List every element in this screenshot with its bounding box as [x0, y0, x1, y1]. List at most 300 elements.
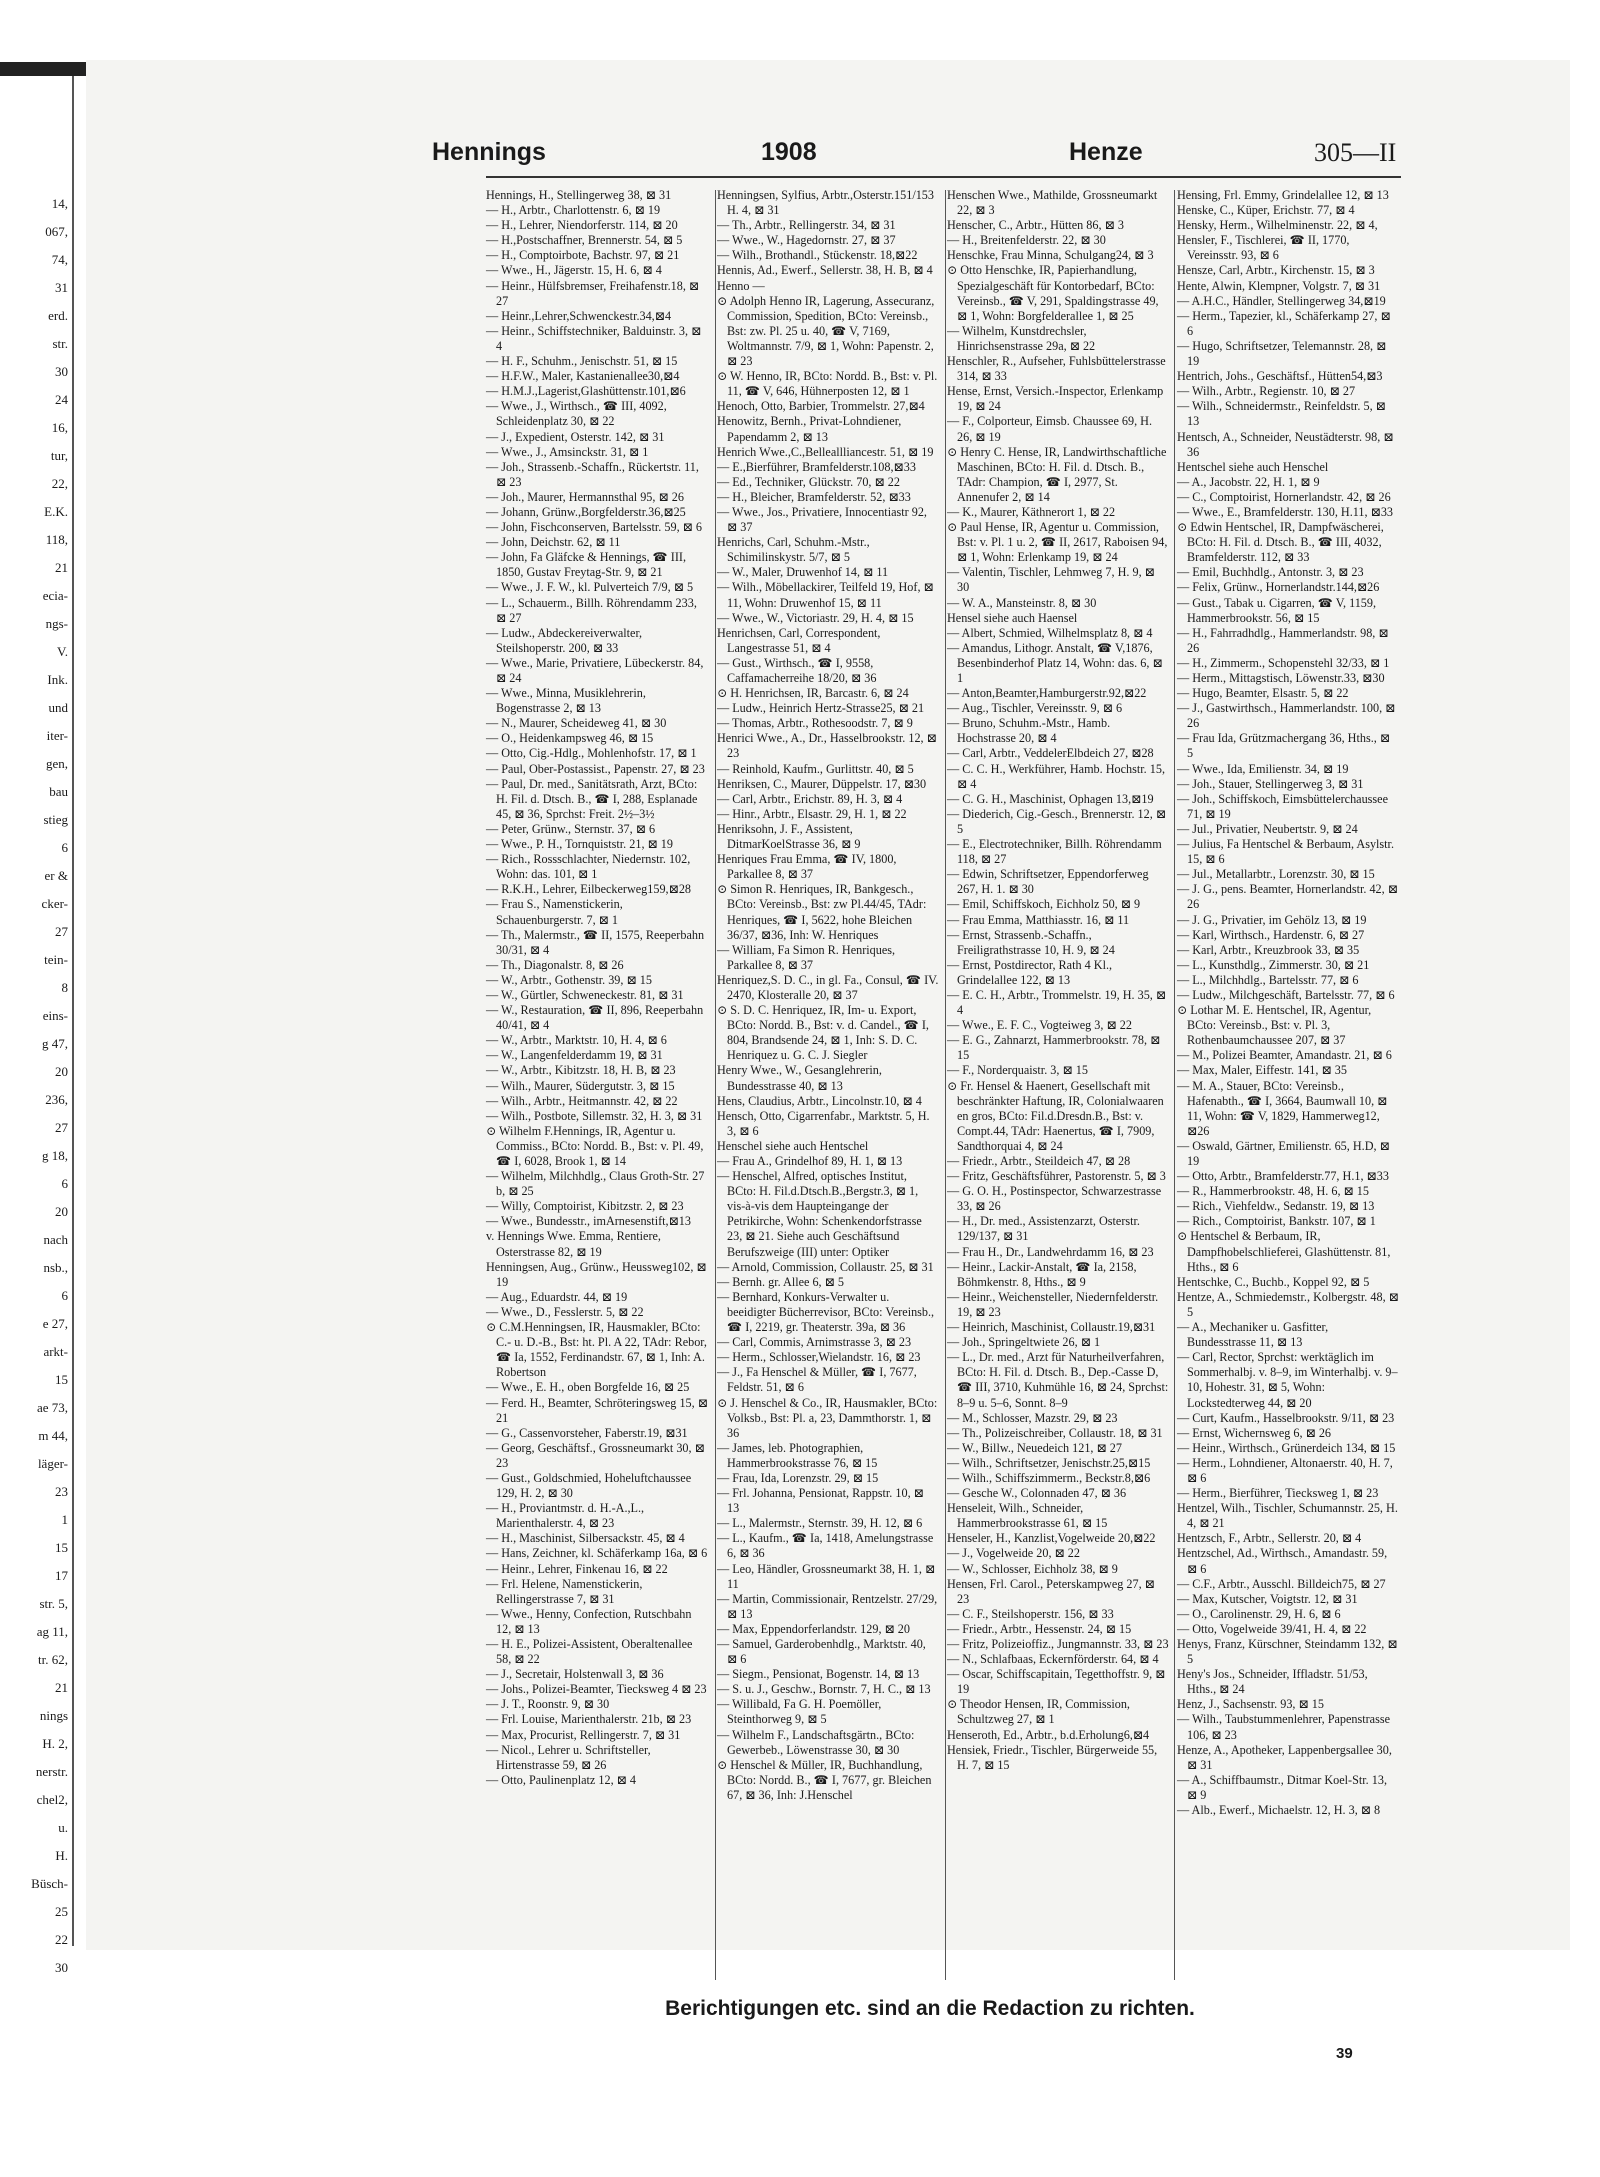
directory-entry: — Frau H., Dr., Landwehrdamm 16, ⊠ 23	[947, 1244, 1154, 1259]
directory-entry: — W., Maler, Druwenhof 14, ⊠ 11	[717, 565, 889, 580]
strip-fragment: 24	[55, 392, 68, 407]
directory-entry: — Wilh., Postbote, Sillemstr. 32, H. 3, ⊠ 31	[486, 1108, 703, 1123]
directory-entry: — H., Comptoirbote, Bachstr. 97, ⊠ 21	[486, 248, 680, 263]
directory-entry: — H., Arbtr., Charlottenstr. 6, ⊠ 19	[486, 203, 661, 218]
directory-entry: Henningsen, Aug., Grünw., Heussweg102, ⊠ 19	[486, 1259, 707, 1289]
directory-entry: — L., Kaufm., ☎ Ia, 1418, Amelungstrasse 6, ⊠ 36	[717, 1531, 934, 1561]
directory-entry: — Arnold, Commission, Collaustr. 25, ⊠ 31	[717, 1259, 934, 1274]
directory-entry: — F., Colporteur, Eimsb. Chaussee 69, H. 26, ⊠ 19	[947, 414, 1153, 444]
directory-entry: — W., Schlosser, Eichholz 38, ⊠ 9	[947, 1561, 1118, 1576]
strip-fragment: Ink.	[47, 672, 68, 687]
directory-entry: — J., Vogelweide 20, ⊠ 22	[947, 1546, 1080, 1561]
directory-entry: ⊙ Simon R. Henriques, IR, Bankgesch., BCto: Vereinsb., Bst: zw Pl.44/45, TAdr: Henriques, ☎ I, 5622, hohe Bleichen 36/37, ⊠36, Inh: W. Henriques	[717, 882, 927, 942]
directory-entry: Hensen, Frl. Carol., Peterskampweg 27, ⊠ 23	[947, 1576, 1155, 1606]
directory-entry: — H.,Postschaffner, Brennerstr. 54, ⊠ 5	[486, 233, 683, 248]
directory-entry: — E. G., Zahnarzt, Hammerbrookstr. 78, ⊠ 15	[947, 1033, 1161, 1063]
directory-entry: ⊙ Edwin Hentschel, IR, Dampfwäscherei, BCto: H. Fil. d. Dtsch. B., ☎ III, 4032, Bramfelderstr. 112, ⊠ 33	[1177, 520, 1384, 565]
strip-fragment: str. 5,	[39, 1596, 68, 1611]
strip-fragment: nsb.,	[43, 1260, 68, 1275]
directory-entry: — Heinr.,Lehrer,Schwenckestr.34,⊠4	[486, 308, 672, 323]
directory-entry: ⊙ Lothar M. E. Hentschel, IR, Agentur, BCto: Vereinsb., Bst: v. Pl. 3, Rothenbaumchaussee 207, ⊠ 37	[1177, 1003, 1372, 1048]
header-left-word: Hennings	[432, 138, 546, 166]
directory-entry: — Jul., Metallarbtr., Lorenzstr. 30, ⊠ 15	[1177, 867, 1375, 882]
directory-entry: — Valentin, Tischler, Lehmweg 7, H. 9, ⊠ 30	[947, 565, 1155, 595]
strip-fragment: er &	[44, 868, 68, 883]
directory-entry: ⊙ Hentschel & Berbaum, IR, Dampfhobelschlieferei, Glashüttenstr. 81, Hths., ⊠ 6	[1177, 1229, 1391, 1274]
directory-entry: — Paul, Dr. med., Sanitätsrath, Arzt, BCto: H. Fil. d. Dtsch. B., ☎ I, 288, Esplanade 45, ⊠ 36, Sprchst: Freit. 2½–3½	[486, 776, 698, 821]
directory-entry: — E., Electrotechniker, Billh. Röhrendamm 118, ⊠ 27	[947, 837, 1162, 867]
strip-fragment: 30	[55, 1960, 68, 1975]
directory-entry: — Wwe., Henny, Confection, Rutschbahn 12, ⊠ 13	[486, 1606, 692, 1636]
directory-entry: — Ludw., Abdeckereiverwalter, Steilshoperstr. 200, ⊠ 33	[486, 625, 643, 655]
directory-entry: — Aug., Tischler, Vereinsstr. 9, ⊠ 6	[947, 701, 1123, 716]
directory-entry: Henno —	[717, 278, 765, 293]
directory-entry: — W., Langenfelderdamm 19, ⊠ 31	[486, 1048, 663, 1063]
header-rule	[486, 176, 1401, 178]
directory-entry: — Emil, Buchhdlg., Antonstr. 3, ⊠ 23	[1177, 565, 1364, 580]
strip-fragment: 27	[55, 924, 68, 939]
directory-entry: ⊙ Fr. Hensel & Haenert, Gesellschaft mit beschränkter Haftung, IR, Colonialwaaren en gros, BCto: Fil.d.Dresdn.B., Bst: v. Compt.44, TAdr: Haenertus, ☎ I, 7909, Sandthorquai 4, ⊠ 24	[947, 1078, 1164, 1153]
directory-entry: — G., Cassenvorsteher, Faberstr.19, ⊠31	[486, 1425, 688, 1440]
directory-entry: — Otto, Cig.-Hdlg., Mohlenhofstr. 17, ⊠ 1	[486, 746, 697, 761]
directory-entry: Hensze, Carl, Arbtr., Kirchenstr. 15, ⊠ 3	[1177, 263, 1375, 278]
directory-entry: — Th., Diagonalstr. 8, ⊠ 26	[486, 957, 624, 972]
strip-fragment: 15	[55, 1540, 68, 1555]
directory-entry: Henschen Wwe., Mathilde, Grossneumarkt 22, ⊠ 3	[947, 188, 1158, 218]
directory-entry: Henowitz, Bernh., Privat-Lohndiener, Papendamm 2, ⊠ 13	[717, 414, 902, 444]
directory-entry: — Wilh., Schriftsetzer, Jenischstr.25,⊠15	[947, 1455, 1151, 1470]
directory-entry: Henriksen, C., Maurer, Düppelstr. 17, ⊠30	[717, 776, 927, 791]
directory-entry: — H., Lehrer, Niendorferstr. 114, ⊠ 20	[486, 218, 678, 233]
directory-entry: — J., Fa Henschel & Müller, ☎ I, 7677, Feldstr. 51, ⊠ 6	[717, 1365, 917, 1395]
strip-fragment: stieg	[43, 812, 68, 827]
directory-entry: — Heinrich, Maschinist, Collaustr.19,⊠31	[947, 1320, 1156, 1335]
directory-entry: — Wwe., E. H., oben Borgfelde 16, ⊠ 25	[486, 1380, 690, 1395]
directory-entry: — M. A., Stauer, BCto: Vereinsb., Hafenabth., ☎ I, 3664, Baumwall 10, ⊠ 11, Wohn: ☎ V, 1829, Hammerweg12, ⊠26	[1177, 1078, 1388, 1138]
directory-entry: — Heinr., Schiffstechniker, Balduinstr. 3, ⊠ 4	[486, 323, 702, 353]
column-3	[947, 188, 1169, 1983]
directory-entry: — Wwe., W., Hagedornstr. 27, ⊠ 37	[717, 233, 896, 248]
directory-entry: — Hinr., Arbtr., Elsastr. 29, H. 1, ⊠ 22	[717, 806, 907, 821]
strip-fragment: 20	[55, 1064, 68, 1079]
directory-entry: — Herm., Schlosser,Wielandstr. 16, ⊠ 23	[717, 1350, 921, 1365]
directory-entry: — Albert, Schmied, Wilhelmsplatz 8, ⊠ 4	[947, 625, 1153, 640]
strip-fragment: 1	[61, 1512, 68, 1527]
strip-fragment: g 18,	[42, 1148, 68, 1163]
directory-entry: — Wwe., Jos., Privatiere, Innocentiastr 92, ⊠ 37	[717, 504, 927, 535]
directory-entry: — Diederich, Cig.-Gesch., Brennerstr. 12, ⊠ 5	[947, 806, 1167, 836]
directory-entry: — Wwe., E. F. C., Vogteiweg 3, ⊠ 22	[947, 1018, 1132, 1033]
strip-fragment: 14,	[51, 196, 68, 211]
directory-entry: — James, leb. Photographien, Hammerbrookstrasse 76, ⊠ 15	[717, 1440, 878, 1470]
directory-entry: — Thomas, Arbtr., Rothesoodstr. 7, ⊠ 9	[717, 716, 913, 731]
strip-fragment: 067,	[45, 224, 68, 239]
directory-entry: — Ludw., Heinrich Hertz-Strasse25, ⊠ 21	[717, 701, 925, 716]
directory-entry: — Wwe., Marie, Privatiere, Lübeckerstr. 84, ⊠ 24	[486, 655, 704, 685]
directory-entry: — Wilhelm F., Landschaftsgärtn., BCto: Gewerbeb., Löwenstrasse 30, ⊠ 30	[717, 1727, 915, 1757]
directory-entry: — Gust., Tabak u. Cigarren, ☎ V, 1159, Hammerbrookstr. 56, ⊠ 15	[1177, 595, 1377, 625]
directory-entry: — Wilhelm, Kunstdrechsler, Hinrichsenstrasse 29a, ⊠ 22	[947, 323, 1096, 353]
directory-entry: Henseleit, Wilh., Schneider, Hammerbrookstrasse 61, ⊠ 15	[947, 1501, 1108, 1531]
directory-entry: — Otto, Paulinenplatz 12, ⊠ 4	[486, 1772, 637, 1787]
directory-entry: — Th., Malermstr., ☎ II, 1575, Reeperbahn 30/31, ⊠ 4	[486, 927, 705, 957]
directory-entry: Hensel siehe auch Haensel	[947, 610, 1078, 625]
directory-entry: — F., Norderquaistr. 3, ⊠ 15	[947, 1063, 1088, 1078]
directory-entry: — Otto, Arbtr., Bramfelderstr.77, H.1, ⊠33	[1177, 1169, 1389, 1184]
directory-entry: — Wilhelm, Milchhdlg., Claus Groth-Str. 27 b, ⊠ 25	[486, 1169, 705, 1199]
directory-entry: — Wwe., H., Jägerstr. 15, H. 6, ⊠ 4	[486, 263, 662, 278]
strip-fragment: arkt-	[43, 1344, 68, 1359]
directory-entry: — Wwe., J., Wirthsch., ☎ III, 4092, Schleidenplatz 30, ⊠ 22	[486, 399, 667, 429]
directory-entry: — Gesche W., Colonnaden 47, ⊠ 36	[947, 1486, 1127, 1501]
directory-entry: — J. G., Privatier, im Gehölz 13, ⊠ 19	[1177, 912, 1367, 927]
strip-fragment: eins-	[42, 1008, 68, 1023]
directory-entry: Henschler, R., Aufseher, Fuhlsbüttelerstrasse 314, ⊠ 33	[947, 354, 1166, 384]
directory-entry: — Reinhold, Kaufm., Gurlittstr. 40, ⊠ 5	[717, 761, 914, 776]
strip-fragment: 23	[55, 1484, 68, 1499]
strip-fragment: 236,	[45, 1092, 68, 1107]
strip-fragment: H. 2,	[42, 1736, 68, 1751]
directory-entry: Henrici Wwe., A., Dr., Hasselbrookstr. 12, ⊠ 23	[717, 731, 937, 761]
directory-entry: Henze, A., Apotheker, Lappenbergsallee 30, ⊠ 31	[1177, 1742, 1392, 1772]
directory-entry: Henrich Wwe.,C.,Belleallliancestr. 51, ⊠ 19	[717, 444, 934, 459]
column-2	[717, 188, 939, 1983]
strip-fragment: 8	[61, 980, 68, 995]
directory-entry: — Curt, Kaufm., Hasselbrookstr. 9/11, ⊠ 23	[1177, 1410, 1395, 1425]
strip-fragment: 15	[55, 1372, 68, 1387]
strip-fragment: u.	[58, 1820, 68, 1835]
directory-entry: — Frl. Helene, Namenstickerin, Rellingerstrasse 7, ⊠ 31	[486, 1576, 643, 1606]
directory-entry: — H., Maschinist, Silbersackstr. 45, ⊠ 4	[486, 1531, 685, 1546]
strip-fragment: H.	[55, 1848, 68, 1863]
directory-entry: — W., Gürtler, Schweneckestr. 81, ⊠ 31	[486, 987, 684, 1002]
directory-entry: — L., Schauerm., Billh. Röhrendamm 233, ⊠ 27	[486, 595, 697, 625]
strip-fragment: 27	[55, 1120, 68, 1135]
strip-fragment: 74,	[51, 252, 68, 267]
directory-entry: Hennings, H., Stellingerweg 38, ⊠ 31	[486, 188, 672, 202]
directory-entry: — Frau A., Grindelhof 89, H. 1, ⊠ 13	[717, 1154, 903, 1168]
directory-entry: — Hans, Zeichner, kl. Schäferkamp 16a, ⊠ 6	[486, 1546, 708, 1561]
directory-entry: Hentrich, Johs., Geschäftsf., Hütten54,⊠3	[1177, 369, 1383, 384]
strip-fragment: gen,	[45, 756, 68, 771]
directory-entry: Hentzel, Wilh., Tischler, Schumannstr. 25, H. 4, ⊠ 21	[1177, 1501, 1398, 1531]
directory-entry: — H., Dr. med., Assistenzarzt, Osterstr. 129/137, ⊠ 31	[947, 1214, 1140, 1244]
directory-entry: — H., Breitenfelderstr. 22, ⊠ 30	[947, 233, 1106, 248]
directory-entry: — Otto, Vogelweide 39/41, H. 4, ⊠ 22	[1177, 1621, 1367, 1636]
directory-entry: Henseroth, Ed., Arbtr., b.d.Erholung6,⊠4	[947, 1727, 1150, 1742]
directory-entry: — Emil, Schiffskoch, Eichholz 50, ⊠ 9	[947, 897, 1141, 912]
column-4	[1177, 188, 1399, 1983]
header-year: 1908	[761, 138, 817, 166]
directory-entry: — Bernhard, Konkurs-Verwalter u. beeidigter Bücherrevisor, BCto: Vereinsb., ☎ I, 2219, gr. Theaterstr. 39a, ⊠ 36	[717, 1289, 935, 1335]
directory-entry: — Heinr., Wirthsch., Grünerdeich 134, ⊠ 15	[1177, 1440, 1396, 1455]
directory-entry: — Wwe., Bundesstr., imArnesenstift,⊠13	[486, 1214, 691, 1229]
strip-fragment: tein-	[44, 952, 68, 967]
directory-entry: v. Hennings Wwe. Emma, Rentiere, Osterstrasse 82, ⊠ 19	[486, 1229, 661, 1259]
directory-entry: — John, Deichstr. 62, ⊠ 11	[486, 535, 621, 550]
directory-entry: Hentschke, C., Buchb., Koppel 92, ⊠ 5	[1177, 1274, 1370, 1289]
directory-entry: — W., Arbtr., Gothenstr. 39, ⊠ 15	[486, 972, 652, 987]
strip-fragment: chel2,	[36, 1792, 68, 1807]
strip-fragment: 16,	[51, 420, 68, 435]
directory-entry: — Rich., Viehfeldw., Sedanstr. 19, ⊠ 13	[1177, 1199, 1375, 1214]
strip-fragment: nings	[39, 1708, 68, 1723]
strip-fragment: E.K.	[44, 504, 68, 519]
directory-entry: — Peter, Grünw., Sternstr. 37, ⊠ 6	[486, 821, 656, 836]
directory-entry: — L., Malermstr., Sternstr. 39, H. 12, ⊠ 6	[717, 1516, 923, 1531]
directory-entry: Henningsen, Sylfius, Arbtr.,Osterstr.151/153 H. 4, ⊠ 31	[717, 188, 934, 218]
directory-entry: Hense, Ernst, Versich.-Inspector, Erlenkamp 19, ⊠ 24	[947, 384, 1164, 414]
page-number: 305—II	[1314, 138, 1397, 167]
directory-entry: — Joh., Schiffskoch, Eimsbüttelerchaussee 71, ⊠ 19	[1177, 791, 1388, 821]
directory-entry: — Wilh., Maurer, Südergutstr. 3, ⊠ 15	[486, 1078, 675, 1093]
strip-fragment: iter-	[46, 728, 68, 743]
strip-fragment: 21	[55, 560, 68, 575]
directory-entry: — Felix, Grünw., Hornerlandstr.144,⊠26	[1177, 580, 1380, 595]
directory-entry: — Max, Maler, Eiffestr. 141, ⊠ 35	[1177, 1063, 1347, 1078]
directory-entry: — William, Fa Simon R. Henriques, Parkallee 8, ⊠ 37	[717, 942, 896, 972]
directory-entry: — Hugo, Beamter, Elsastr. 5, ⊠ 22	[1177, 686, 1349, 701]
strip-fragment: tr. 62,	[38, 1652, 68, 1667]
directory-entry: — A., Jacobstr. 22, H. 1, ⊠ 9	[1177, 474, 1320, 489]
directory-entry: — Ernst, Wichernsweg 6, ⊠ 26	[1177, 1425, 1332, 1440]
directory-entry: — Friedr., Arbtr., Hessenstr. 24, ⊠ 15	[947, 1621, 1132, 1636]
directory-entry: — Heinr., Lehrer, Finkenau 16, ⊠ 22	[486, 1561, 668, 1576]
directory-entry: — Aug., Eduardstr. 44, ⊠ 19	[486, 1289, 628, 1304]
directory-entry: — Hugo, Schriftsetzer, Telemannstr. 28, ⊠ 19	[1177, 338, 1387, 369]
strip-fragment: nach	[43, 1232, 68, 1247]
directory-entry: Hennis, Ad., Ewerf., Sellerstr. 38, H. B, ⊠ 4	[717, 263, 933, 278]
directory-entry: — Ferd. H., Beamter, Schröteringsweg 15, ⊠ 21	[486, 1395, 708, 1425]
directory-entry: — Karl, Wirthsch., Hardenstr. 6, ⊠ 27	[1177, 927, 1365, 942]
directory-entry: — Wwe., J., Amsinckstr. 31, ⊠ 1	[486, 444, 649, 459]
directory-entry: — John, Fa Gläfcke & Hennings, ☎ III, 1850, Gustav Freytag-Str. 9, ⊠ 21	[486, 550, 686, 580]
strip-fragment: 20	[55, 1204, 68, 1219]
directory-entry: — Johann, Grünw.,Borgfelderstr.36,⊠25	[486, 504, 686, 519]
directory-entry: Henys, Franz, Kürschner, Steindamm 132, ⊠ 5	[1177, 1637, 1398, 1667]
directory-entry: — Johs., Polizei-Beamter, Tiecksweg 4 ⊠ 23	[486, 1682, 707, 1697]
directory-entry: — Alb., Ewerf., Michaelstr. 12, H. 3, ⊠ 8	[1177, 1803, 1381, 1818]
directory-entry: — John, Fischconserven, Bartelsstr. 59, ⊠ 6	[486, 520, 703, 535]
directory-entry: — Friedr., Arbtr., Steildeich 47, ⊠ 28	[947, 1154, 1131, 1168]
strip-fragment: 21	[55, 1680, 68, 1695]
directory-entry: — M., Polizei Beamter, Amandastr. 21, ⊠ 6	[1177, 1048, 1392, 1063]
directory-entry: ⊙ Henry C. Hense, IR, Landwirthschaftliche Maschinen, BCto: H. Fil. d. Dtsch. B., TAdr: Champion, ☎ I, 2977, St. Annenufer 2, ⊠ 14	[947, 444, 1167, 504]
directory-entry: Hente, Alwin, Klempner, Volgstr. 7, ⊠ 31	[1177, 278, 1381, 293]
directory-entry: — C. F., Steilshoperstr. 156, ⊠ 33	[947, 1606, 1114, 1621]
directory-entry: — Max, Eppendorferlandstr. 129, ⊠ 20	[717, 1621, 910, 1636]
directory-entry: — J., Gastwirthsch., Hammerlandstr. 100, ⊠ 26	[1177, 701, 1396, 731]
directory-entry: ⊙ S. D. C. Henriquez, IR, Im- u. Export, BCto: Nordd. B., Bst: v. d. Candel., ☎ I, 804, Brandsende 24, ⊠ 1, Inh: S. D. C. Henriquez u. G. C. J. Siegler	[717, 1003, 929, 1063]
directory-entry: — O., Heidenkampsweg 46, ⊠ 15	[486, 731, 654, 746]
strip-fragment: bau	[49, 784, 68, 799]
directory-entry: — A., Mechaniker u. Gasfitter, Bundesstrasse 11, ⊠ 13	[1177, 1320, 1329, 1350]
strip-fragment: tur,	[50, 448, 68, 463]
directory-entry: Henske, C., Küper, Erichstr. 77, ⊠ 4	[1177, 203, 1355, 218]
directory-entry: — A., Schiffbaumstr., Ditmar Koel-Str. 13, ⊠ 9	[1177, 1772, 1387, 1802]
directory-entry: — Oswald, Gärtner, Emilienstr. 65, H.D, ⊠ 19	[1177, 1138, 1390, 1168]
directory-entry: Heny's Jos., Schneider, Iffladstr. 51/53, Hths., ⊠ 24	[1177, 1667, 1368, 1697]
directory-entry: — Samuel, Garderobenhdlg., Marktstr. 40, ⊠ 6	[717, 1637, 926, 1667]
directory-entry: — H. E., Polizei-Assistent, Oberaltenallee 58, ⊠ 22	[486, 1637, 693, 1667]
directory-entry: — L., Dr. med., Arzt für Naturheilverfahren, BCto: H. Fil. d. Dtsch. B., Dep.-Casse D, ☎ III, 3710, Kuhmühle 16, ⊠ 24, Sprchst: 8–9 u. 5–6, Sonnt. 8–9	[947, 1350, 1169, 1410]
directory-entry: — Oscar, Schiffscapitain, Tegetthoffstr. 9, ⊠ 19	[947, 1667, 1166, 1697]
strip-fragment: ae 73,	[36, 1400, 68, 1415]
directory-entry: — Frau Ida, Grützmachergang 36, Hths., ⊠ 5	[1177, 731, 1391, 761]
directory-entry: — Wilh., Taubstummenlehrer, Papenstrasse 106, ⊠ 23	[1177, 1712, 1390, 1742]
page-header	[86, 132, 1401, 172]
directory-entry: — Joh., Maurer, Hermannsthal 95, ⊠ 26	[486, 489, 684, 504]
directory-entry: — Frau Emma, Matthiasstr. 16, ⊠ 11	[947, 912, 1130, 927]
directory-entry: — Herm., Mittagstisch, Löwenstr.33, ⊠30	[1177, 671, 1385, 685]
directory-entry: Hens, Claudius, Arbtr., Lincolnstr.10, ⊠ 4	[717, 1093, 922, 1108]
directory-entry: — Siegm., Pensionat, Bogenstr. 14, ⊠ 13	[717, 1667, 920, 1682]
directory-entry: — Carl, Arbtr., Erichstr. 89, H. 3, ⊠ 4	[717, 791, 903, 806]
directory-entry: — N., Schlafbaas, Eckernförderstr. 64, ⊠ 4	[947, 1652, 1159, 1667]
directory-entry: — Ludw., Milchgeschäft, Bartelsstr. 77, ⊠ 6	[1177, 987, 1395, 1002]
directory-entry: Henriksohn, J. F., Assistent, DitmarKoelStrasse 36, ⊠ 9	[717, 821, 861, 852]
directory-entry: — Wwe., W., Victoriastr. 29, H. 4, ⊠ 15	[717, 610, 914, 625]
directory-entry: Henriques Frau Emma, ☎ IV, 1800, Parkallee 8, ⊠ 37	[717, 852, 897, 882]
directory-entry: — Gust., Goldschmied, Hoheluftchaussee 129, H. 2, ⊠ 30	[486, 1470, 692, 1501]
directory-entry: ⊙ Theodor Hensen, IR, Commission, Schultzweg 27, ⊠ 1	[947, 1697, 1130, 1727]
strip-fragment: str.	[52, 336, 68, 351]
strip-fragment: erd.	[48, 308, 68, 323]
directory-entry: — Joh., Stauer, Stellingerweg 3, ⊠ 31	[1177, 776, 1364, 791]
directory-entry: Hentze, A., Schmiedemstr., Kolbergstr. 48, ⊠ 5	[1177, 1289, 1399, 1319]
directory-entry: — H., Zimmerm., Schopenstehl 32/33, ⊠ 1	[1177, 655, 1390, 670]
directory-entry: Henriquez,S. D. C., in gl. Fa., Consul, ☎ IV. 2470, Klosteralle 20, ⊠ 37	[717, 972, 939, 1002]
directory-entry: ⊙ W. Henno, IR, BCto: Nordd. B., Bst: v. Pl. 11, ☎ V, 646, Hühnerposten 12, ⊠ 1	[717, 369, 938, 399]
directory-entry: — Bruno, Schuhm.-Mstr., Hamb. Hochstrasse 20, ⊠ 4	[947, 716, 1111, 746]
directory-entry: ⊙ Wilhelm F.Hennings, IR, Agentur u. Commiss., BCto: Nordd. B., Bst: v. Pl. 49, ☎ I, 6028, Brook 1, ⊠ 14	[486, 1123, 704, 1168]
directory-entry: — Carl, Rector, Sprchst: werktäglich im Sommerhalbj. v. 8–9, im Winterhalbj. v. 9–10, Hohestr. 31, ⊠ 5, Wohn: Lockstedterweg 44, ⊠ 20	[1177, 1350, 1398, 1410]
directory-entry: — Willibald, Fa G. H. Poemöller, Steinthorweg 9, ⊠ 5	[717, 1697, 882, 1727]
directory-entry: — Martin, Commissionair, Rentzelstr. 27/29, ⊠ 13	[717, 1591, 938, 1621]
strip-fragment: 6	[61, 840, 68, 855]
header-right-word: Henze	[1069, 138, 1143, 166]
directory-entry: — Herm., Tapezier, kl., Schäferkamp 27, ⊠ 6	[1177, 308, 1391, 338]
directory-entry: — C., Comptoirist, Hornerlandstr. 42, ⊠ 26	[1177, 489, 1391, 504]
directory-entry: — Henschel, Alfred, optisches Institut, BCto: H. Fil.d.Dtsch.B.,Bergstr.3, ⊠ 1, vis-à-vis dem Haupteingange der Petrikirche, Wohn: Schenkendorfstrasse 23, ⊠ 21. Siehe auch Geschäftsund Berufszweige (III) unter: Optiker	[717, 1169, 922, 1259]
directory-entry: — Joh., Strassenb.-Schaffn., Rückertstr. 11, ⊠ 23	[486, 459, 699, 489]
directory-entry: — N., Maurer, Scheideweg 41, ⊠ 30	[486, 716, 667, 731]
directory-entry: — Joh., Springeltwiete 26, ⊠ 1	[947, 1335, 1101, 1350]
directory-entry: — Wwe., E., Bramfelderstr. 130, H.11, ⊠33	[1177, 504, 1394, 519]
strip-fragment: 6	[61, 1288, 68, 1303]
directory-entry: ⊙ Otto Henschke, IR, Papierhandlung, Spezialgeschäft für Kontorbedarf, BCto: Vereinsb., ☎ V, 291, Spaldingstrasse 49, ⊠ 1, Wohn: Borgfelderallee 1, ⊠ 25	[947, 263, 1159, 323]
directory-entry: — S. u. J., Geschw., Bornstr. 7, H. C., ⊠ 13	[717, 1682, 931, 1697]
directory-entry: — Leo, Händler, Grossneumarkt 38, H. 1, ⊠ 11	[717, 1561, 936, 1591]
directory-entry: — J., Expedient, Osterstr. 142, ⊠ 31	[486, 429, 665, 444]
directory-entry: — Rich., Comptoirist, Bankstr. 107, ⊠ 1	[1177, 1214, 1376, 1229]
directory-entry: — M., Schlosser, Mazstr. 29, ⊠ 23	[947, 1410, 1118, 1425]
directory-entry: Hensler, F., Tischlerei, ☎ II, 1770, Vereinsstr. 93, ⊠ 6	[1177, 233, 1350, 263]
directory-entry: — Wwe., P. H., Tornquiststr. 21, ⊠ 19	[486, 837, 673, 852]
directory-entry: — Paul, Ober-Postassist., Papenstr. 27, ⊠ 23	[486, 761, 705, 776]
sheet-number: 39	[1336, 2045, 1353, 2062]
directory-entry: — Ernst, Postdirector, Rath 4 Kl., Grindelallee 122, ⊠ 13	[947, 957, 1113, 987]
strip-fragment: 17	[55, 1568, 68, 1583]
directory-columns	[486, 188, 1401, 1983]
directory-entry: — E.,Bierführer, Bramfelderstr.108,⊠33	[717, 459, 916, 474]
directory-entry: — Ernst, Strassenb.-Schaffn., Freiligrathstrasse 10, H. 9, ⊠ 24	[947, 927, 1115, 957]
adjacent-page-strip	[0, 76, 74, 1975]
strip-fragment: V.	[57, 644, 68, 659]
directory-entry: ⊙ Paul Hense, IR, Agentur u. Commission, Bst: v. Pl. 1 u. 2, ☎ II, 2617, Raboisen 94, ⊠ 1, Wohn: Erlenkamp 19, ⊠ 24	[947, 520, 1168, 565]
directory-entry: Hentschel siehe auch Henschel	[1177, 459, 1329, 474]
directory-entry: — Wwe., D., Fesslerstr. 5, ⊠ 22	[486, 1304, 644, 1319]
directory-entry: Henry Wwe., W., Gesanglehrerin, Bundesstrasse 40, ⊠ 13	[717, 1063, 882, 1093]
strip-fragment: m 44,	[38, 1428, 68, 1443]
directory-entry: — W., Arbtr., Marktstr. 10, H. 4, ⊠ 6	[486, 1033, 667, 1048]
directory-entry: — Herm., Lohndiener, Altonaerstr. 40, H. 7, ⊠ 6	[1177, 1455, 1393, 1485]
directory-entry: — Edwin, Schriftsetzer, Eppendorferweg 267, H. 1. ⊠ 30	[947, 867, 1149, 897]
directory-entry: — H., Proviantmstr. d. H.-A.,L., Marienthalerstr. 4, ⊠ 23	[486, 1501, 645, 1531]
directory-entry: — A.H.C., Händler, Stellingerweg 34,⊠19	[1177, 293, 1386, 308]
directory-entry: — O., Carolinenstr. 29, H. 6, ⊠ 6	[1177, 1606, 1341, 1621]
directory-entry: Henseler, H., Kanzlist,Vogelweide 20,⊠22	[947, 1531, 1156, 1546]
directory-entry: — E. C. H., Arbtr., Trommelstr. 19, H. 35, ⊠ 4	[947, 987, 1167, 1018]
directory-entry: — Heinr., Lackir-Anstalt, ☎ Ia, 2158, Böhmkenstr. 8, Hths., ⊠ 9	[947, 1259, 1137, 1289]
directory-entry: ⊙ Adolph Henno IR, Lagerung, Assecuranz, Commission, Spedition, BCto: Vereinsb., Bst: zw. Pl. 25 u. 40, ☎ V, 7169, Woltmannstr. 7/9, ⊠ 1, Wohn: Papenstr. 2, ⊠ 23	[717, 293, 935, 369]
directory-entry: — Jul., Privatier, Neubertstr. 9, ⊠ 24	[1177, 821, 1358, 836]
strip-fragment: 25	[55, 1904, 68, 1919]
directory-entry: — Carl, Arbtr., VeddelerElbdeich 27, ⊠28	[947, 746, 1154, 761]
directory-entry: — H. F., Schuhm., Jenischstr. 51, ⊠ 15	[486, 354, 678, 369]
directory-entry: — C. C. H., Werkführer, Hamb. Hochstr. 15, ⊠ 4	[947, 761, 1165, 791]
directory-entry: — Max, Procurist, Rellingerstr. 7, ⊠ 31	[486, 1727, 681, 1742]
directory-entry: — Herm., Bierführer, Tiecksweg 1, ⊠ 23	[1177, 1486, 1379, 1501]
directory-entry: — Wilh., Brothandl., Stückenstr. 18,⊠22	[717, 248, 918, 263]
directory-entry: — J. T., Roonstr. 9, ⊠ 30	[486, 1697, 610, 1712]
footer-note: Berichtigungen etc. sind an die Redaction zu richten.	[665, 1997, 1195, 2020]
directory-entry: — Wilh., Schiffszimmerm., Beckstr.8,⊠6	[947, 1470, 1151, 1485]
directory-entry: — Karl, Arbtr., Kreuzbrook 33, ⊠ 35	[1177, 942, 1360, 957]
directory-entry: — Nicol., Lehrer u. Schriftsteller, Hirtenstrasse 59, ⊠ 26	[486, 1742, 651, 1772]
directory-entry: — C. G. H., Maschinist, Ophagen 13,⊠19	[947, 791, 1154, 806]
directory-entry: — Th., Polizeischreiber, Collaustr. 18, ⊠ 31	[947, 1425, 1163, 1440]
directory-entry: ⊙ H. Henrichsen, IR, Barcastr. 6, ⊠ 24	[717, 686, 909, 701]
strip-fragment: Büsch-	[31, 1876, 68, 1891]
directory-entry: Henz, J., Sachsenstr. 93, ⊠ 15	[1177, 1697, 1324, 1712]
directory-entry: ⊙ Henschel & Müller, IR, Buchhandlung, BCto: Nordd. B., ☎ I, 7677, gr. Bleichen 67, ⊠ 36, Inh: J.Henschel	[717, 1757, 932, 1802]
directory-entry: ⊙ J. Henschel & Co., IR, Hausmakler, BCto: Volksb., Bst: Pl. a, 23, Dammthorstr. 1, ⊠ 36	[717, 1395, 938, 1440]
directory-entry: — H., Fahrradhdlg., Hammerlandstr. 98, ⊠ 26	[1177, 625, 1389, 655]
directory-entry: — Carl, Commis, Arnimstrasse 3, ⊠ 23	[717, 1335, 912, 1350]
directory-entry: — Wilh., Schneidermstr., Reinfeldstr. 5, ⊠ 13	[1177, 399, 1386, 429]
directory-entry: Henrichsen, Carl, Correspondent, Langestrasse 51, ⊠ 4	[717, 625, 881, 655]
directory-entry: Henrichs, Carl, Schuhm.-Mstr., Schimilinskystr. 5/7, ⊠ 5	[717, 535, 870, 565]
directory-entry: — W., Restauration, ☎ II, 896, Reeperbahn 40/41, ⊠ 4	[486, 1003, 704, 1033]
directory-entry: — Frau S., Namenstickerin, Schauenburgerstr. 7, ⊠ 1	[486, 897, 623, 927]
directory-entry: — Frl. Louise, Marienthalerstr. 21b, ⊠ 23	[486, 1712, 692, 1727]
directory-entry: — Amandus, Lithogr. Anstalt, ☎ V,1876, Besenbinderhof Platz 14, Wohn: das. 6, ⊠ 1	[947, 640, 1163, 685]
column-1	[486, 188, 708, 1983]
directory-entry: — W., Arbtr., Kibitzstr. 18, H. B, ⊠ 23	[486, 1063, 676, 1078]
directory-entry: Henoch, Otto, Barbier, Trommelstr. 27,⊠4	[717, 399, 925, 414]
directory-entry: — Wwe., J. F. W., kl. Pulverteich 7/9, ⊠ 5	[486, 580, 694, 595]
directory-entry: Hentzschel, Ad., Wirthsch., Amandastr. 59, ⊠ 6	[1177, 1546, 1388, 1576]
directory-entry: — Max, Kutscher, Voigtstr. 12, ⊠ 31	[1177, 1591, 1358, 1606]
directory-entry: — Ed., Techniker, Glückstr. 70, ⊠ 22	[717, 474, 900, 489]
directory-entry: — Fritz, Geschäftsführer, Pastorenstr. 5, ⊠ 3	[947, 1169, 1166, 1184]
directory-entry: — W. A., Mansteinstr. 8, ⊠ 30	[947, 595, 1097, 610]
directory-entry: — Frl. Johanna, Pensionat, Rappstr. 10, ⊠ 13	[717, 1486, 924, 1516]
strip-fragment: läger-	[37, 1456, 68, 1471]
directory-entry: — Wwe., Ida, Emilienstr. 34, ⊠ 19	[1177, 761, 1349, 776]
directory-entry: — C.F., Arbtr., Ausschl. Billdeich75, ⊠ 27	[1177, 1576, 1386, 1591]
